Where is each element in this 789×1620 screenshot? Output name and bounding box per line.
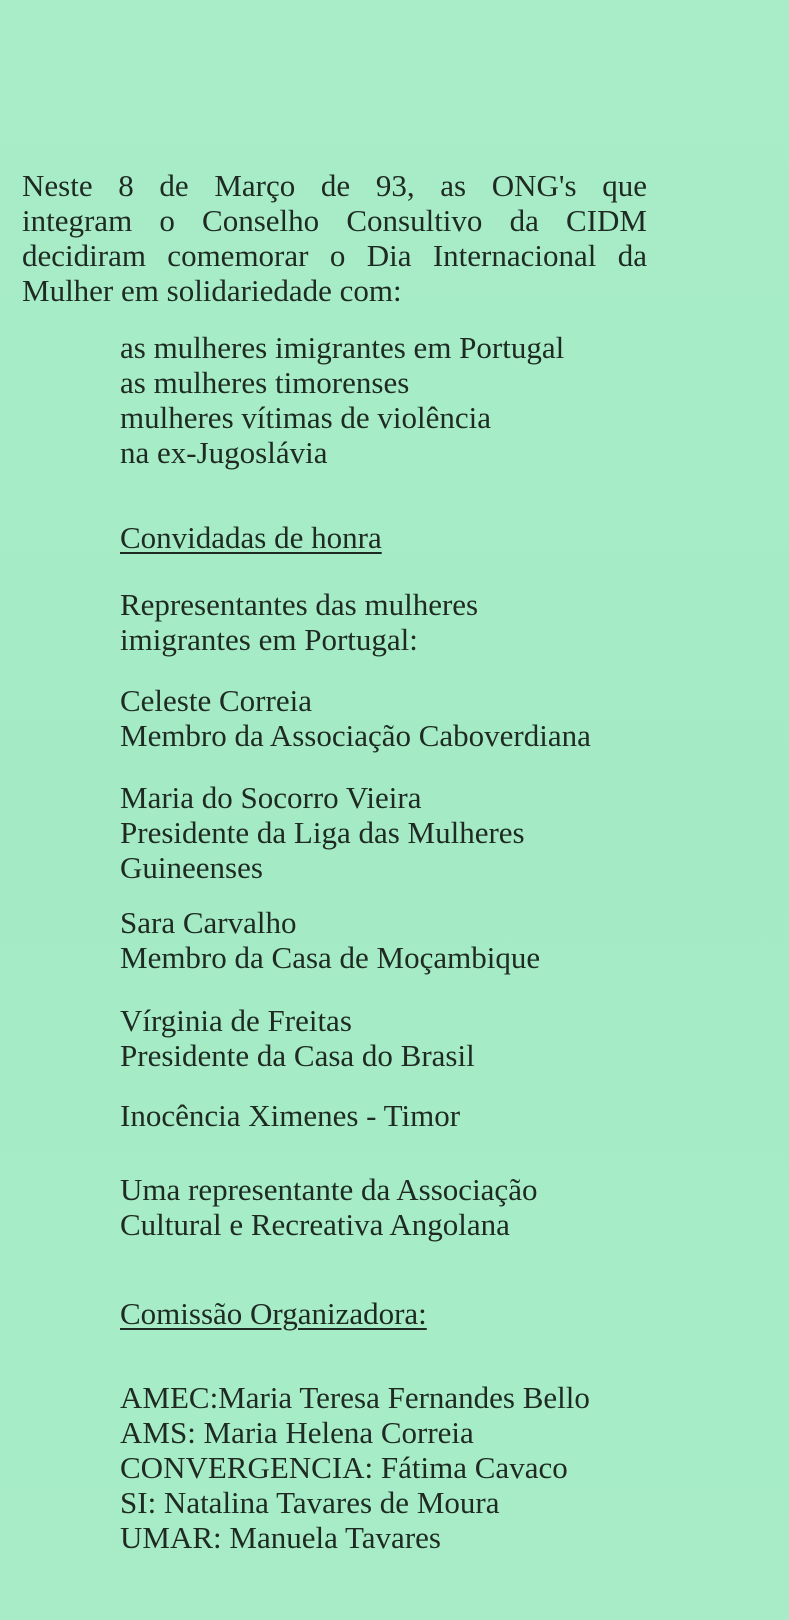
guest-entry-angolan-association [120,1172,760,1242]
guest-entry-virginia-de-freitas [120,1003,760,1073]
committee-heading-block [120,1296,760,1331]
guest-name: Maria do Socorro Vieira [120,780,422,815]
guest-entry-sara-carvalho [120,905,760,975]
guest-role: Membro da Associação Caboverdiana [120,718,591,753]
committee-member: AMEC:Maria Teresa Fernandes Bello [120,1380,590,1415]
committee-heading: Comissão Organizadora: [120,1296,427,1331]
committee-member: UMAR: Manuela Tavares [120,1520,441,1555]
intro-paragraph [22,168,647,308]
guest-entry-inocencia-ximenes [120,1098,760,1133]
guests-heading: Convidadas de honra [120,520,382,555]
guest-role: Membro da Casa de Moçambique [120,940,541,975]
guests-intro-line: Representantes das mulheres [120,587,479,622]
guest-name: Uma representante da Associação [120,1172,538,1207]
solidarity-item: as mulheres imigrantes em Portugal [120,330,565,365]
committee-member: SI: Natalina Tavares de Moura [120,1485,500,1520]
intro-line: Neste 8 de Março de 93, as ONG's que [22,168,647,203]
intro-line: Mulher em solidariedade com: [22,273,402,308]
guest-name: Sara Carvalho [120,905,297,940]
committee-member: CONVERGENCIA: Fátima Cavaco [120,1450,568,1485]
guest-entry-celeste-correia [120,683,760,753]
guests-intro-line: imigrantes em Portugal: [120,622,418,657]
solidarity-item: mulheres vítimas de violência [120,400,492,435]
solidarity-item: na ex-Jugoslávia [120,435,328,470]
guests-intro [120,587,760,657]
guest-role: Guineenses [120,850,263,885]
solidarity-item: as mulheres timorenses [120,365,410,400]
guest-role: Cultural e Recreativa Angolana [120,1207,510,1242]
guest-name: Vírginia de Freitas [120,1003,352,1038]
guest-name: Inocência Ximenes - Timor [120,1098,461,1133]
intro-line: integram o Conselho Consultivo da CIDM [22,203,647,238]
guest-entry-maria-do-socorro-vieira [120,780,760,885]
guest-role: Presidente da Casa do Brasil [120,1038,475,1073]
guest-role: Presidente da Liga das Mulheres [120,815,525,850]
guests-heading-block [120,520,760,555]
committee-members [120,1380,760,1555]
intro-line: decidiram comemorar o Dia Internacional da [22,238,647,273]
guest-name: Celeste Correia [120,683,312,718]
solidarity-list [120,330,760,470]
committee-member: AMS: Maria Helena Correia [120,1415,474,1450]
